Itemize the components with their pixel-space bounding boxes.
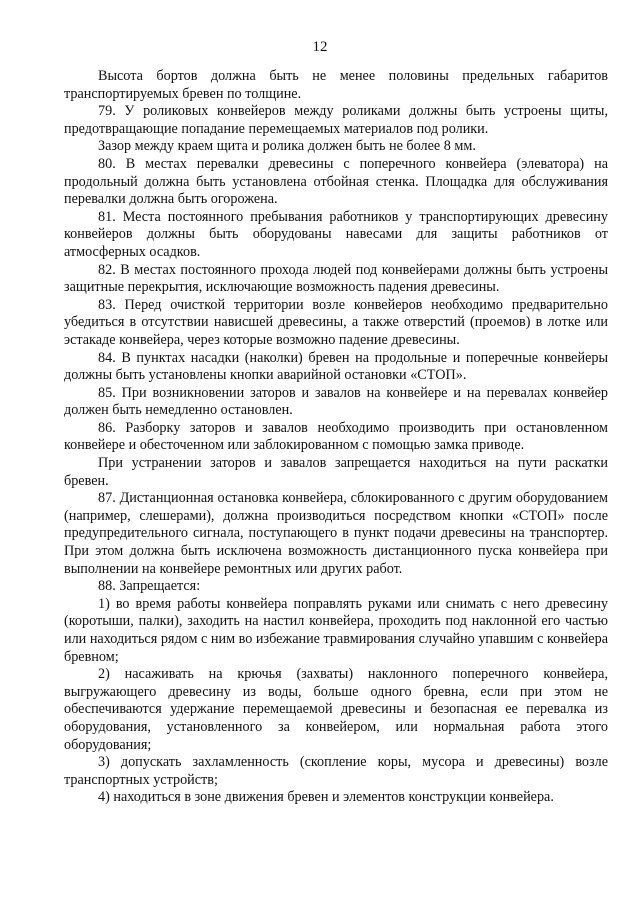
paragraph-87: 87. Дистанционная остановка конвейера, сблокированного с другим оборудованием (например, слешерами), должна производиться посредством кнопки «СТОП» после предупредительного сигнала, поступающего в пункт подачи древесины на транспортер. При этом должна быть исключена возможность дистанционного пуска конвейера при выполнении на конвейере ремонтных или других работ. [64,490,608,577]
paragraph-79: 79. У роликовых конвейеров между роликами должны быть устроены щиты, предотвращающие попадание перемещаемых материалов под ролики. [64,103,608,137]
paragraph-83: 83. Перед очисткой территории возле конвейеров необходимо предварительно убедиться в отсутствии нависшей древесины, а также отверстий (проемов) в лотке или эстакаде конвейера, через которые возможно падение древесины. [64,296,608,348]
paragraph-boards-height: Высота бортов должна быть не менее половины предельных габаритов транспортируемых бревен по толщине. [64,68,608,102]
page-number: 12 [312,39,328,55]
paragraph-jam-clearing: При устранении заторов и завалов запрещается находиться на пути раскатки бревен. [64,455,608,489]
list-item-88-2: 2) насаживать на крючья (захваты) наклонного поперечного конвейера, выгружающего древесину из воды, больше одного бревна, если при этом не обеспечиваются удержание перемещаемой древесины и безопасная ее перевалка из оборудования, установленного за конвейером, или нормальная работа этого оборудования; [64,666,608,753]
paragraph-86: 86. Разборку заторов и завалов необходимо производить при остановленном конвейере и обесточенном или заблокированном с помощью замка приводе. [64,419,608,454]
paragraph-gap-limit: Зазор между краем щита и ролика должен быть не более 8 мм. [98,138,476,155]
paragraph-85: 85. При возникновении заторов и завалов на конвейере и на перевалах конвейер должен быть немедленно остановлен. [64,384,608,419]
document-body [64,68,608,807]
paragraph-82: 82. В местах постоянного прохода людей под конвейерами должны быть устроены защитные перекрытия, исключающие возможность падения древесины. [64,261,608,296]
list-item-88-1: 1) во время работы конвейера поправлять руками или снимать с него древесину (коротыши, палки), заходить на настил конвейера, проходить под наклонной его частью или находиться рядом с ним во избежание травмирования случайно упавшим с конвейера бревном; [64,595,608,665]
list-item-88-4: 4) находиться в зоне движения бревен и элементов конструкции конвейера. [98,789,554,806]
paragraph-88: 88. Запрещается: [98,578,201,595]
paragraph-81: 81. Места постоянного пребывания работников у транспортирующих древесину конвейеров должны быть оборудованы навесами для защиты работников от атмосферных осадков. [64,208,608,260]
list-item-88-3: 3) допускать захламленность (скопление коры, мусора и древесины) возле транспортных устройств; [64,754,608,788]
paragraph-84: 84. В пунктах насадки (наколки) бревен на продольные и поперечные конвейеры должны быть установлены кнопки аварийной остановки «СТОП». [64,349,608,384]
paragraph-80: 80. В местах перевалки древесины с поперечного конвейера (элеватора) на продольный должна быть установлена отбойная стенка. Площадка для обслуживания перевалки должна быть огорожена. [64,155,608,208]
